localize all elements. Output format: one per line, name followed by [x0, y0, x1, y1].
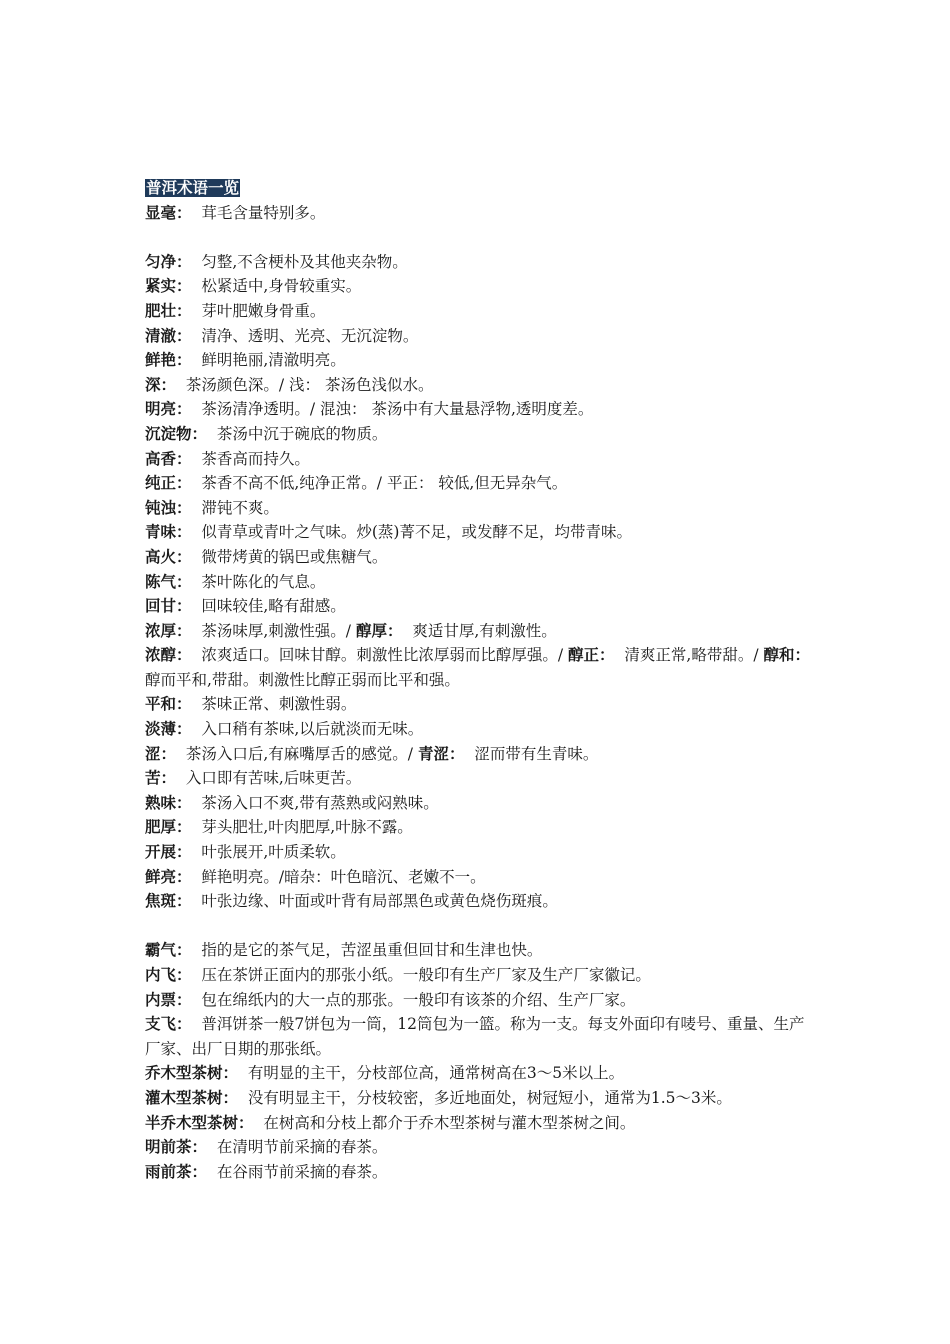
entry-se [145, 742, 815, 767]
definition: 回味较佳,略有甜感。 [201, 597, 346, 616]
definition: 芽头肥壮,叶肉肥厚,叶脉不露。 [201, 818, 413, 837]
term: 熟味： [145, 793, 192, 812]
term: 回甘： [145, 597, 192, 616]
definition: 没有明显主干，分枝较密，多近地面处，树冠短小，通常为1.5～3米。 [247, 1088, 732, 1107]
term: 灌木型茶树： [145, 1088, 239, 1107]
term: 显毫： [145, 203, 192, 222]
blank-line [145, 225, 815, 250]
term: 钝浊： [145, 498, 192, 517]
definition: 茶味正常、刺激性弱。 [201, 695, 357, 714]
definition: 茶汤入口不爽,带有蒸熟或闷熟味。 [201, 793, 439, 812]
entry-baqi [145, 938, 815, 963]
document-body [145, 176, 815, 1184]
entry-mingqiancha [145, 1135, 815, 1160]
definition: 微带烤黄的锅巴或焦糖气。 [201, 547, 388, 566]
entry-xianyan [145, 348, 815, 373]
entry-xianliang [145, 865, 815, 890]
term: 肥壮： [145, 301, 192, 320]
term: 青涩： [417, 744, 465, 763]
definition: 醇而平和,带甜。刺激性比醇正弱而比平和强。 [145, 670, 460, 689]
term: 鲜艳： [145, 351, 192, 370]
term: 雨前茶： [145, 1162, 208, 1181]
entry-neifei [145, 963, 815, 988]
entry-zhifei [145, 1012, 815, 1061]
term: 深： [145, 375, 177, 394]
definition: 有明显的主干，分枝部位高，通常树高在3～5米以上。 [247, 1064, 625, 1083]
entry-mingliang [145, 397, 815, 422]
definition: 包在绵纸内的大一点的那张。一般印有该茶的介绍、生产厂家。 [201, 990, 636, 1009]
entry-feihou [145, 815, 815, 840]
entry-qingche [145, 324, 815, 349]
definition: 在树高和分枝上都介于乔木型茶树与灌木型茶树之间。 [263, 1113, 636, 1132]
term: 明亮： [145, 400, 192, 419]
entry-shen [145, 373, 815, 398]
term: 沉淀物： [145, 424, 208, 443]
term: 醇和： [763, 646, 811, 665]
entry-ku [145, 766, 815, 791]
entry-banqiaomu [145, 1111, 815, 1136]
entry-jinshi [145, 274, 815, 299]
definition: 茶汤中沉于碗底的物质。 [216, 424, 388, 443]
entry-danbo [145, 717, 815, 742]
term: 开展： [145, 843, 192, 862]
definition: 浓爽适口。回味甘醇。刺激性比浓厚弱而比醇厚强。/ [201, 646, 564, 665]
entry-yuqiancha [145, 1160, 815, 1185]
term: 高火： [145, 547, 192, 566]
entry-nongchun [145, 643, 815, 692]
definition: 似青草或青叶之气味。炒(蒸)菁不足，或发酵不足，均带青味。 [201, 523, 632, 542]
term: 苦： [145, 769, 177, 788]
definition: 清净、透明、光亮、无沉淀物。 [201, 326, 419, 345]
definition: 在清明节前采摘的春茶。 [216, 1138, 388, 1157]
definition: 茶汤颜色深。/ 浅： 茶汤色浅似水。 [185, 375, 434, 394]
definition: 茶香高而持久。 [201, 449, 310, 468]
definition: 茶汤味厚,刺激性强。/ [201, 621, 352, 640]
term: 涩： [145, 744, 177, 763]
definition: 茸毛含量特别多。 [201, 203, 326, 222]
title-line [145, 176, 815, 201]
entry-chenqi [145, 570, 815, 595]
definition: 茶香不高不低,纯净正常。/ 平正： 较低,但无异杂气。 [201, 474, 568, 493]
entry-feizhuang [145, 299, 815, 324]
term: 支飞： [145, 1015, 192, 1034]
definition: 茶汤入口后,有麻嘴厚舌的感觉。/ [185, 744, 414, 763]
term: 青味： [145, 523, 192, 542]
term: 清澈： [145, 326, 192, 345]
entry-guanmu [145, 1086, 815, 1111]
term: 平和： [145, 695, 192, 714]
term: 陈气： [145, 572, 192, 591]
entry-shuwei [145, 791, 815, 816]
term: 内票： [145, 990, 192, 1009]
term: 醇厚： [355, 621, 403, 640]
entry-nonghou [145, 619, 815, 644]
definition: 茶汤清净透明。/ 混浊： 茶汤中有大量悬浮物,透明度差。 [201, 400, 594, 419]
definition: 芽叶肥嫩身骨重。 [201, 301, 326, 320]
term: 高香： [145, 449, 192, 468]
definition: 叶张边缘、叶面或叶背有局部黑色或黄色烧伤斑痕。 [201, 892, 558, 911]
entry-gaohuo [145, 545, 815, 570]
term: 肥厚： [145, 818, 192, 837]
definition: 在谷雨节前采摘的春茶。 [216, 1162, 388, 1181]
entry-xianhao [145, 201, 815, 226]
doc-title: 普洱术语一览 [146, 179, 240, 197]
entry-kaizhan [145, 840, 815, 865]
blank-line [145, 914, 815, 939]
term: 乔木型茶树： [145, 1064, 239, 1083]
entry-dunzhuo [145, 496, 815, 521]
definition: 鲜艳明亮。/暗杂：叶色暗沉、老嫩不一。 [201, 867, 486, 886]
definition: 清爽正常,略带甜。/ [624, 646, 759, 665]
entry-chunzheng [145, 471, 815, 496]
entry-yunjing [145, 250, 815, 275]
term: 半乔木型茶树： [145, 1113, 254, 1132]
definition: 茶叶陈化的气息。 [201, 572, 326, 591]
definition: 松紧适中,身骨较重实。 [201, 277, 362, 296]
term: 浓醇： [145, 646, 192, 665]
entry-gaoxiang [145, 447, 815, 472]
definition: 鲜明艳丽,清澈明亮。 [201, 351, 346, 370]
term: 焦斑： [145, 892, 192, 911]
term: 明前茶： [145, 1138, 208, 1157]
definition: 指的是它的茶气足，苦涩虽重但回甘和生津也快。 [201, 941, 543, 960]
definition: 入口即有苦味,后味更苦。 [185, 769, 362, 788]
entry-qiaomu [145, 1061, 815, 1086]
term: 浓厚： [145, 621, 192, 640]
definition: 叶张展开,叶质柔软。 [201, 843, 346, 862]
definition: 压在茶饼正面内的那张小纸。一般印有生产厂家及生产厂家徽记。 [201, 966, 651, 984]
entry-chendianwu [145, 422, 815, 447]
term: 鲜亮： [145, 867, 192, 886]
definition: 涩而带有生青味。 [474, 744, 599, 763]
term: 紧实： [145, 277, 192, 296]
entry-neipiao [145, 988, 815, 1013]
term: 纯正： [145, 474, 192, 493]
term: 醇正： [568, 646, 615, 665]
term: 匀净： [145, 252, 192, 271]
term: 霸气： [145, 941, 192, 960]
term: 淡薄： [145, 720, 192, 739]
definition: 爽适甘厚,有刺激性。 [412, 621, 557, 640]
entry-pinghe [145, 692, 815, 717]
definition: 滞钝不爽。 [201, 498, 279, 517]
entry-qingwei [145, 520, 815, 545]
definition: 匀整,不含梗朴及其他夹杂物。 [201, 252, 408, 271]
entry-jiaoban [145, 889, 815, 914]
term: 内飞： [145, 966, 192, 984]
entry-huigan [145, 594, 815, 619]
definition: 普洱饼茶一般7饼包为一筒，12筒包为一篮。称为一支。每支外面印有唛号、重量、生产厂家、出厂日期的那张纸。 [145, 1015, 805, 1058]
definition: 入口稍有茶味,以后就淡而无味。 [201, 720, 424, 739]
